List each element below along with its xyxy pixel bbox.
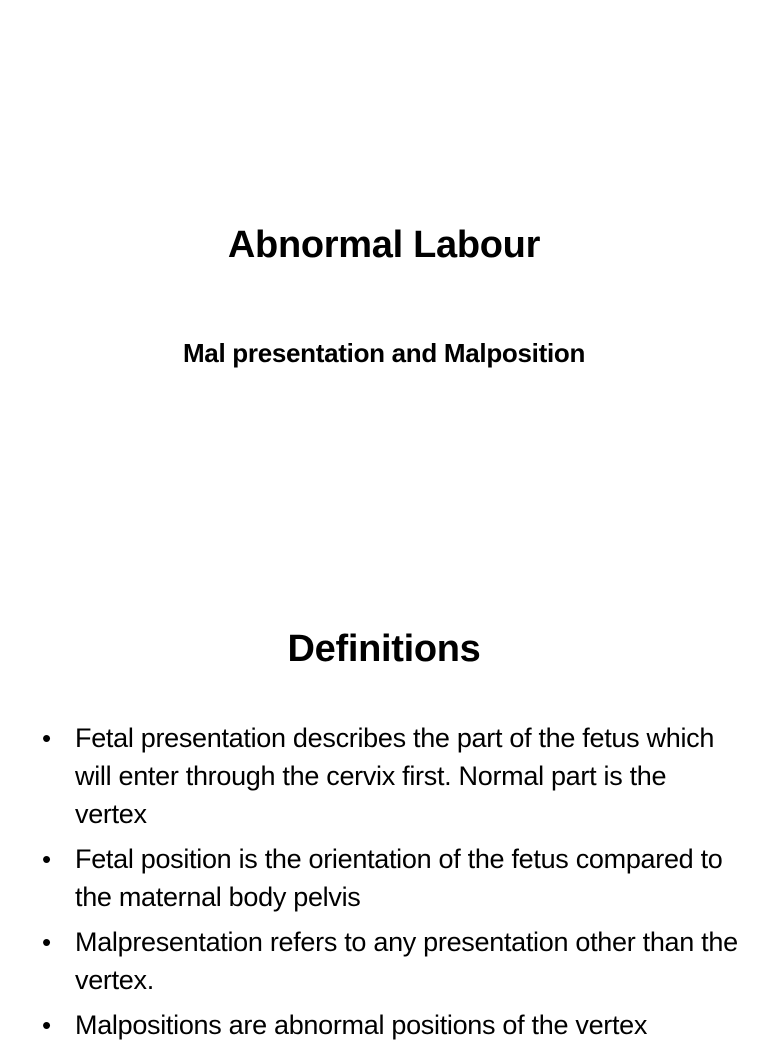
bullet-icon: • [42, 844, 51, 874]
bullet-text: Malpresentation refers to any presentation other than the vertex. [75, 927, 738, 995]
bullet-text: Malpositions are abnormal positions of the vertex [75, 1010, 648, 1040]
bullet-item [40, 840, 740, 916]
bullet-list [40, 719, 740, 1051]
bullet-icon: • [42, 723, 51, 753]
definitions-slide [0, 576, 768, 1040]
bullet-item [40, 923, 740, 999]
bullet-item [40, 1006, 740, 1044]
slide-title: Definitions [287, 628, 481, 670]
slide-subtitle: Mal presentation and Malposition [182, 338, 586, 368]
bullet-icon: • [42, 1010, 51, 1040]
slide-title: Abnormal Labour [227, 224, 541, 266]
bullet-text: Fetal presentation describes the part of the fetus which will enter through the cervix first. Normal part is the vertex [75, 723, 715, 829]
bullet-icon: • [42, 927, 51, 957]
bullet-item [40, 719, 740, 833]
bullet-text: Fetal position is the orientation of the fetus compared to the maternal body pelvis [75, 844, 723, 912]
